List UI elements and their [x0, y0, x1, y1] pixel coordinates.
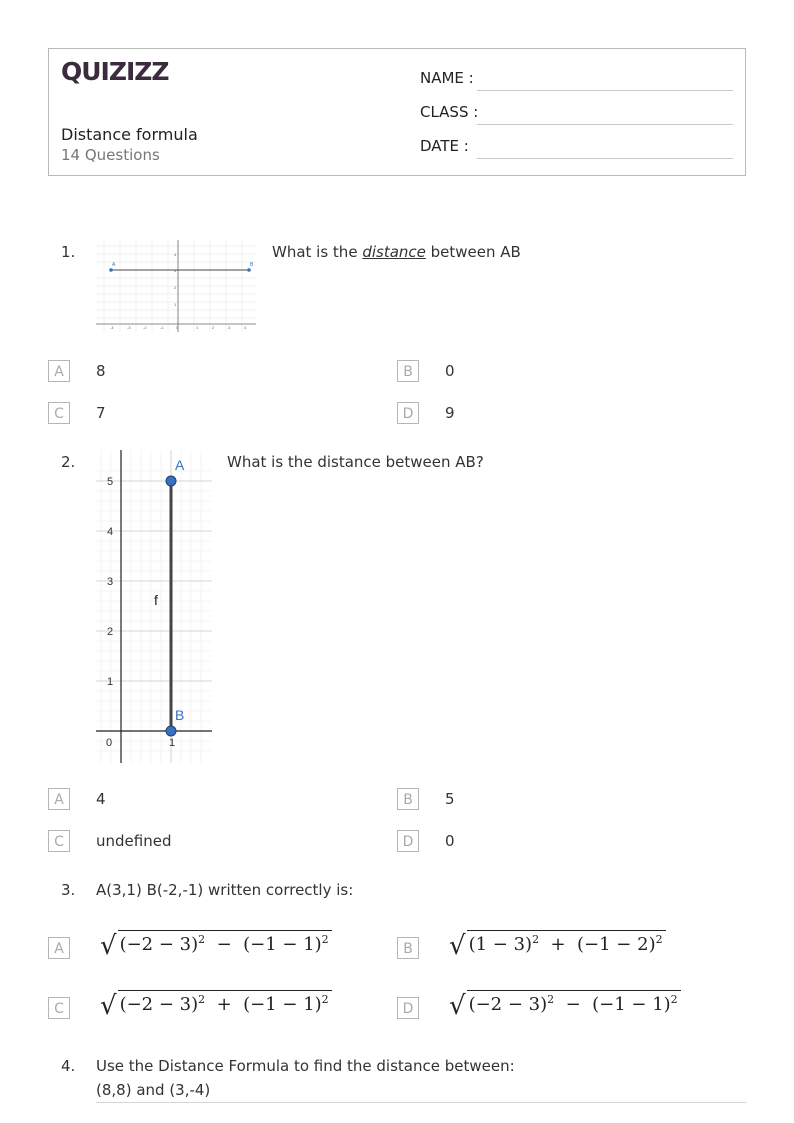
date-label: DATE :: [420, 137, 469, 155]
q1-option-a-box[interactable]: A: [48, 360, 70, 382]
quizizz-logo: QUIZIZZ: [61, 57, 169, 86]
q1-y-tick: 4: [174, 252, 177, 257]
q2-option-d-text: 0: [445, 832, 455, 850]
q3-option-a-box[interactable]: A: [48, 937, 70, 959]
q1-x-tick: 0: [176, 325, 179, 330]
q3-option-d-formula: √ $(-2 - 3)^2 - (-1 - 1)^2$: [449, 990, 681, 1021]
question-1-graph: [96, 240, 256, 332]
q1-x-tick: 1: [196, 325, 199, 330]
q2-option-b-text: 5: [445, 790, 455, 808]
q2-point-b-label: B: [175, 707, 185, 723]
date-line[interactable]: [477, 158, 733, 159]
q2-segment-label: f: [154, 592, 158, 608]
worksheet-header: [48, 48, 746, 176]
q2-y-tick: 5: [107, 476, 114, 488]
q2-y-tick: 3: [107, 576, 114, 588]
q2-option-c-box[interactable]: C: [48, 830, 70, 852]
q3-option-a-formula: √ $(-2 - 3)^2 - (-1 - 1)^2$: [100, 930, 332, 961]
q1-option-b-text: 0: [445, 362, 455, 380]
question-3-text: A(3,1) B(-2,-1) written correctly is:: [96, 881, 354, 899]
q1-option-d-box[interactable]: D: [397, 402, 419, 424]
q2-y-tick: 1: [107, 676, 114, 688]
name-label: NAME :: [420, 69, 474, 87]
q3-option-c-box[interactable]: C: [48, 997, 70, 1019]
question-1-emphasis: distance: [362, 243, 426, 261]
q1-y-tick: 1: [174, 302, 177, 307]
class-line[interactable]: [477, 124, 733, 125]
question-2-graph: [96, 450, 212, 763]
question-2-text: What is the distance between AB?: [227, 453, 484, 471]
q2-option-a-text: 4: [96, 790, 106, 808]
q3-option-b-formula: √ $(1 - 3)^2 + (-1 - 2)^2$: [449, 930, 666, 961]
question-4-number: 4.: [61, 1057, 76, 1075]
q3-option-d-box[interactable]: D: [397, 997, 419, 1019]
q1-point-b-label: B: [250, 262, 254, 268]
class-label: CLASS :: [420, 103, 479, 121]
q3-option-b-box[interactable]: B: [397, 937, 419, 959]
q1-point-a-label: A: [112, 262, 116, 268]
q2-origin-label: 0: [106, 737, 113, 749]
question-1-number: 1.: [61, 243, 76, 261]
q1-x-tick: -2: [143, 325, 147, 330]
question-4-text-line1: Use the Distance Formula to find the distance between:: [96, 1057, 515, 1075]
q2-y-tick: 2: [107, 626, 114, 638]
q2-y-tick: 4: [107, 526, 114, 538]
answer-line[interactable]: [96, 1102, 746, 1103]
question-1-text: What is the distance between AB: [272, 243, 521, 261]
q1-x-tick: 4: [244, 325, 247, 330]
q1-x-tick: 3: [228, 325, 231, 330]
q3-option-c-formula: √ $(-2 - 3)^2 + (-1 - 1)^2$: [100, 990, 332, 1021]
q2-option-a-box[interactable]: A: [48, 788, 70, 810]
name-line[interactable]: [477, 90, 733, 91]
worksheet-title: Distance formula: [61, 125, 198, 144]
q2-option-d-box[interactable]: D: [397, 830, 419, 852]
q1-option-a-text: 8: [96, 362, 106, 380]
q1-y-tick: 3: [174, 268, 177, 273]
question-count: 14 Questions: [61, 146, 160, 164]
q1-option-c-text: 7: [96, 404, 106, 422]
q1-x-tick: -4: [110, 325, 114, 330]
q1-option-d-text: 9: [445, 404, 455, 422]
question-2-number: 2.: [61, 453, 76, 471]
q2-x-tick: 1: [169, 737, 176, 749]
q1-x-tick: -3: [127, 325, 131, 330]
q1-option-b-box[interactable]: B: [397, 360, 419, 382]
q1-option-c-box[interactable]: C: [48, 402, 70, 424]
q1-x-tick: 2: [212, 325, 215, 330]
question-3-number: 3.: [61, 881, 76, 899]
question-4-text-line2: (8,8) and (3,-4): [96, 1081, 211, 1099]
q1-y-tick: 2: [174, 285, 177, 290]
q2-point-a-label: A: [175, 457, 185, 473]
q2-option-c-text: undefined: [96, 832, 172, 850]
q2-option-b-box[interactable]: B: [397, 788, 419, 810]
q1-x-tick: -1: [160, 325, 164, 330]
